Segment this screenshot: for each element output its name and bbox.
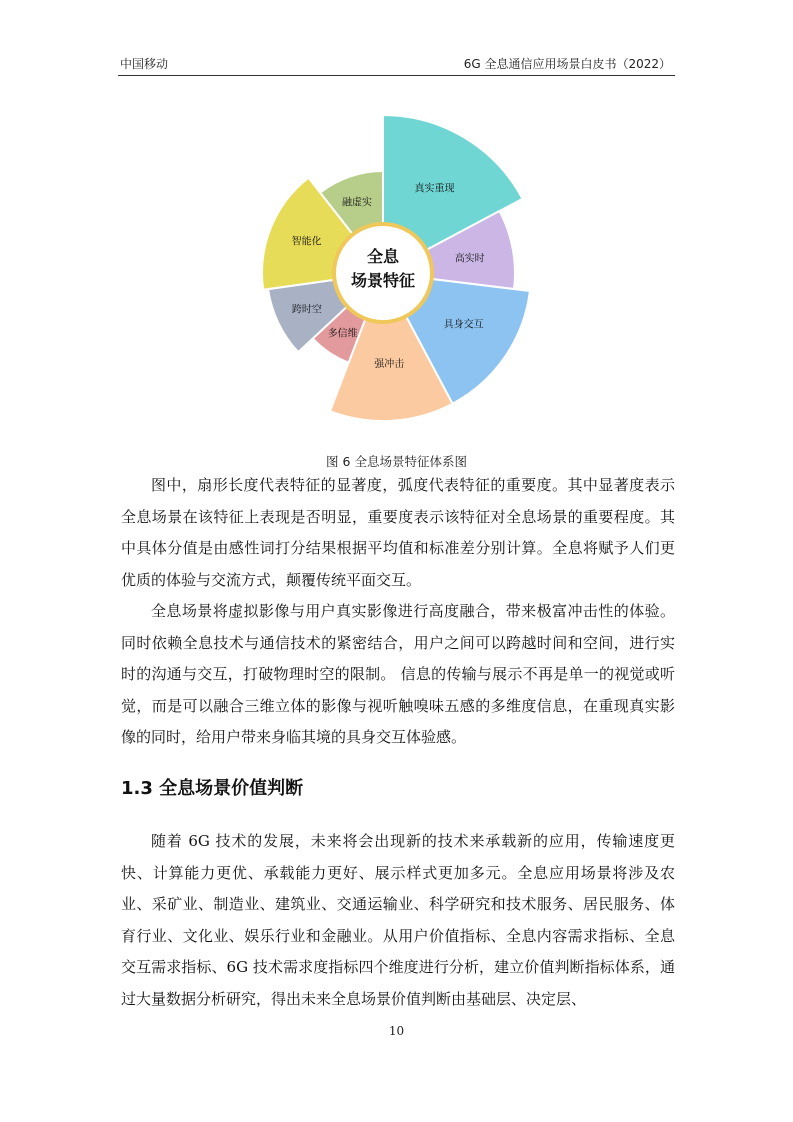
body-paragraph-3: 随着 6G 技术的发展，未来将会出现新的技术来承载新的应用，传输速度更快、计算能力更优、承载能力更好、展示样式更加多元。全息应用场景将涉及农业、采矿业、制造业、建筑业、交通运输业、科学研究和技术服务、居民服务、体育行业、文化业、娱乐行业和金融业。从用户价值指标、全息内容需求指标、全息交互需求指标、6G 技术需求度指标四个维度进行分析，建立价值判断指标体系，通过大量数据分析研究，得出未来全息场景价值判断由基础层、决定层、 xyxy=(121,832,675,1008)
holographic-features-figure xyxy=(255,100,545,440)
figure-caption: 图 6 全息场景特征体系图 xyxy=(326,454,467,469)
section-heading: 1.3 全息场景价值判断 xyxy=(121,778,304,799)
center-title-line2: 场景特征 xyxy=(350,271,416,290)
page-number: 10 xyxy=(388,1024,405,1038)
segment-label-7: 智能化 xyxy=(291,236,322,248)
header-divider xyxy=(118,75,675,76)
header-org-name: 中国移动 xyxy=(120,57,169,71)
segment-label-4: 强冲击 xyxy=(374,358,405,370)
segment-label-8: 融虚实 xyxy=(342,197,372,209)
segment-label-6: 跨时空 xyxy=(291,304,322,316)
segment-label-1: 真实重现 xyxy=(414,183,455,195)
segment-label-3: 具身交互 xyxy=(443,319,484,331)
segment-label-5: 多信维 xyxy=(327,328,358,340)
segment-label-2: 高实时 xyxy=(454,253,485,265)
header-document-title: 6G 全息通信应用场景白皮书（2022） xyxy=(463,57,671,71)
features-rose-diagram xyxy=(255,100,545,440)
body-paragraph-2: 全息场景将虚拟影像与用户真实影像进行高度融合，带来极富冲击性的体验。同时依赖全息技术与通信技术的紧密结合，用户之间可以跨越时间和空间，进行实时的沟通与交互，打破物理时空的限制。 信息的传输与展示不再是单一的视觉或听觉，而是可以融合三维立体的影像与视听触嗅味五感的多维度信息，在重现真实影像的同时，给用户带来身临其境的具身交互体验感。 xyxy=(121,602,675,746)
center-title-line1: 全息 xyxy=(366,247,400,266)
body-paragraph-1: 图中，扇形长度代表特征的显著度，弧度代表特征的重要度。其中显著度表示全息场景在该特征上表现是否明显，重要度表示该特征对全息场景的重要程度。其中具体分值是由感性词打分结果根据平均值和标准差分别计算。全息将赋予人们更优质的体验与交流方式，颠覆传统平面交互。 xyxy=(121,476,675,589)
